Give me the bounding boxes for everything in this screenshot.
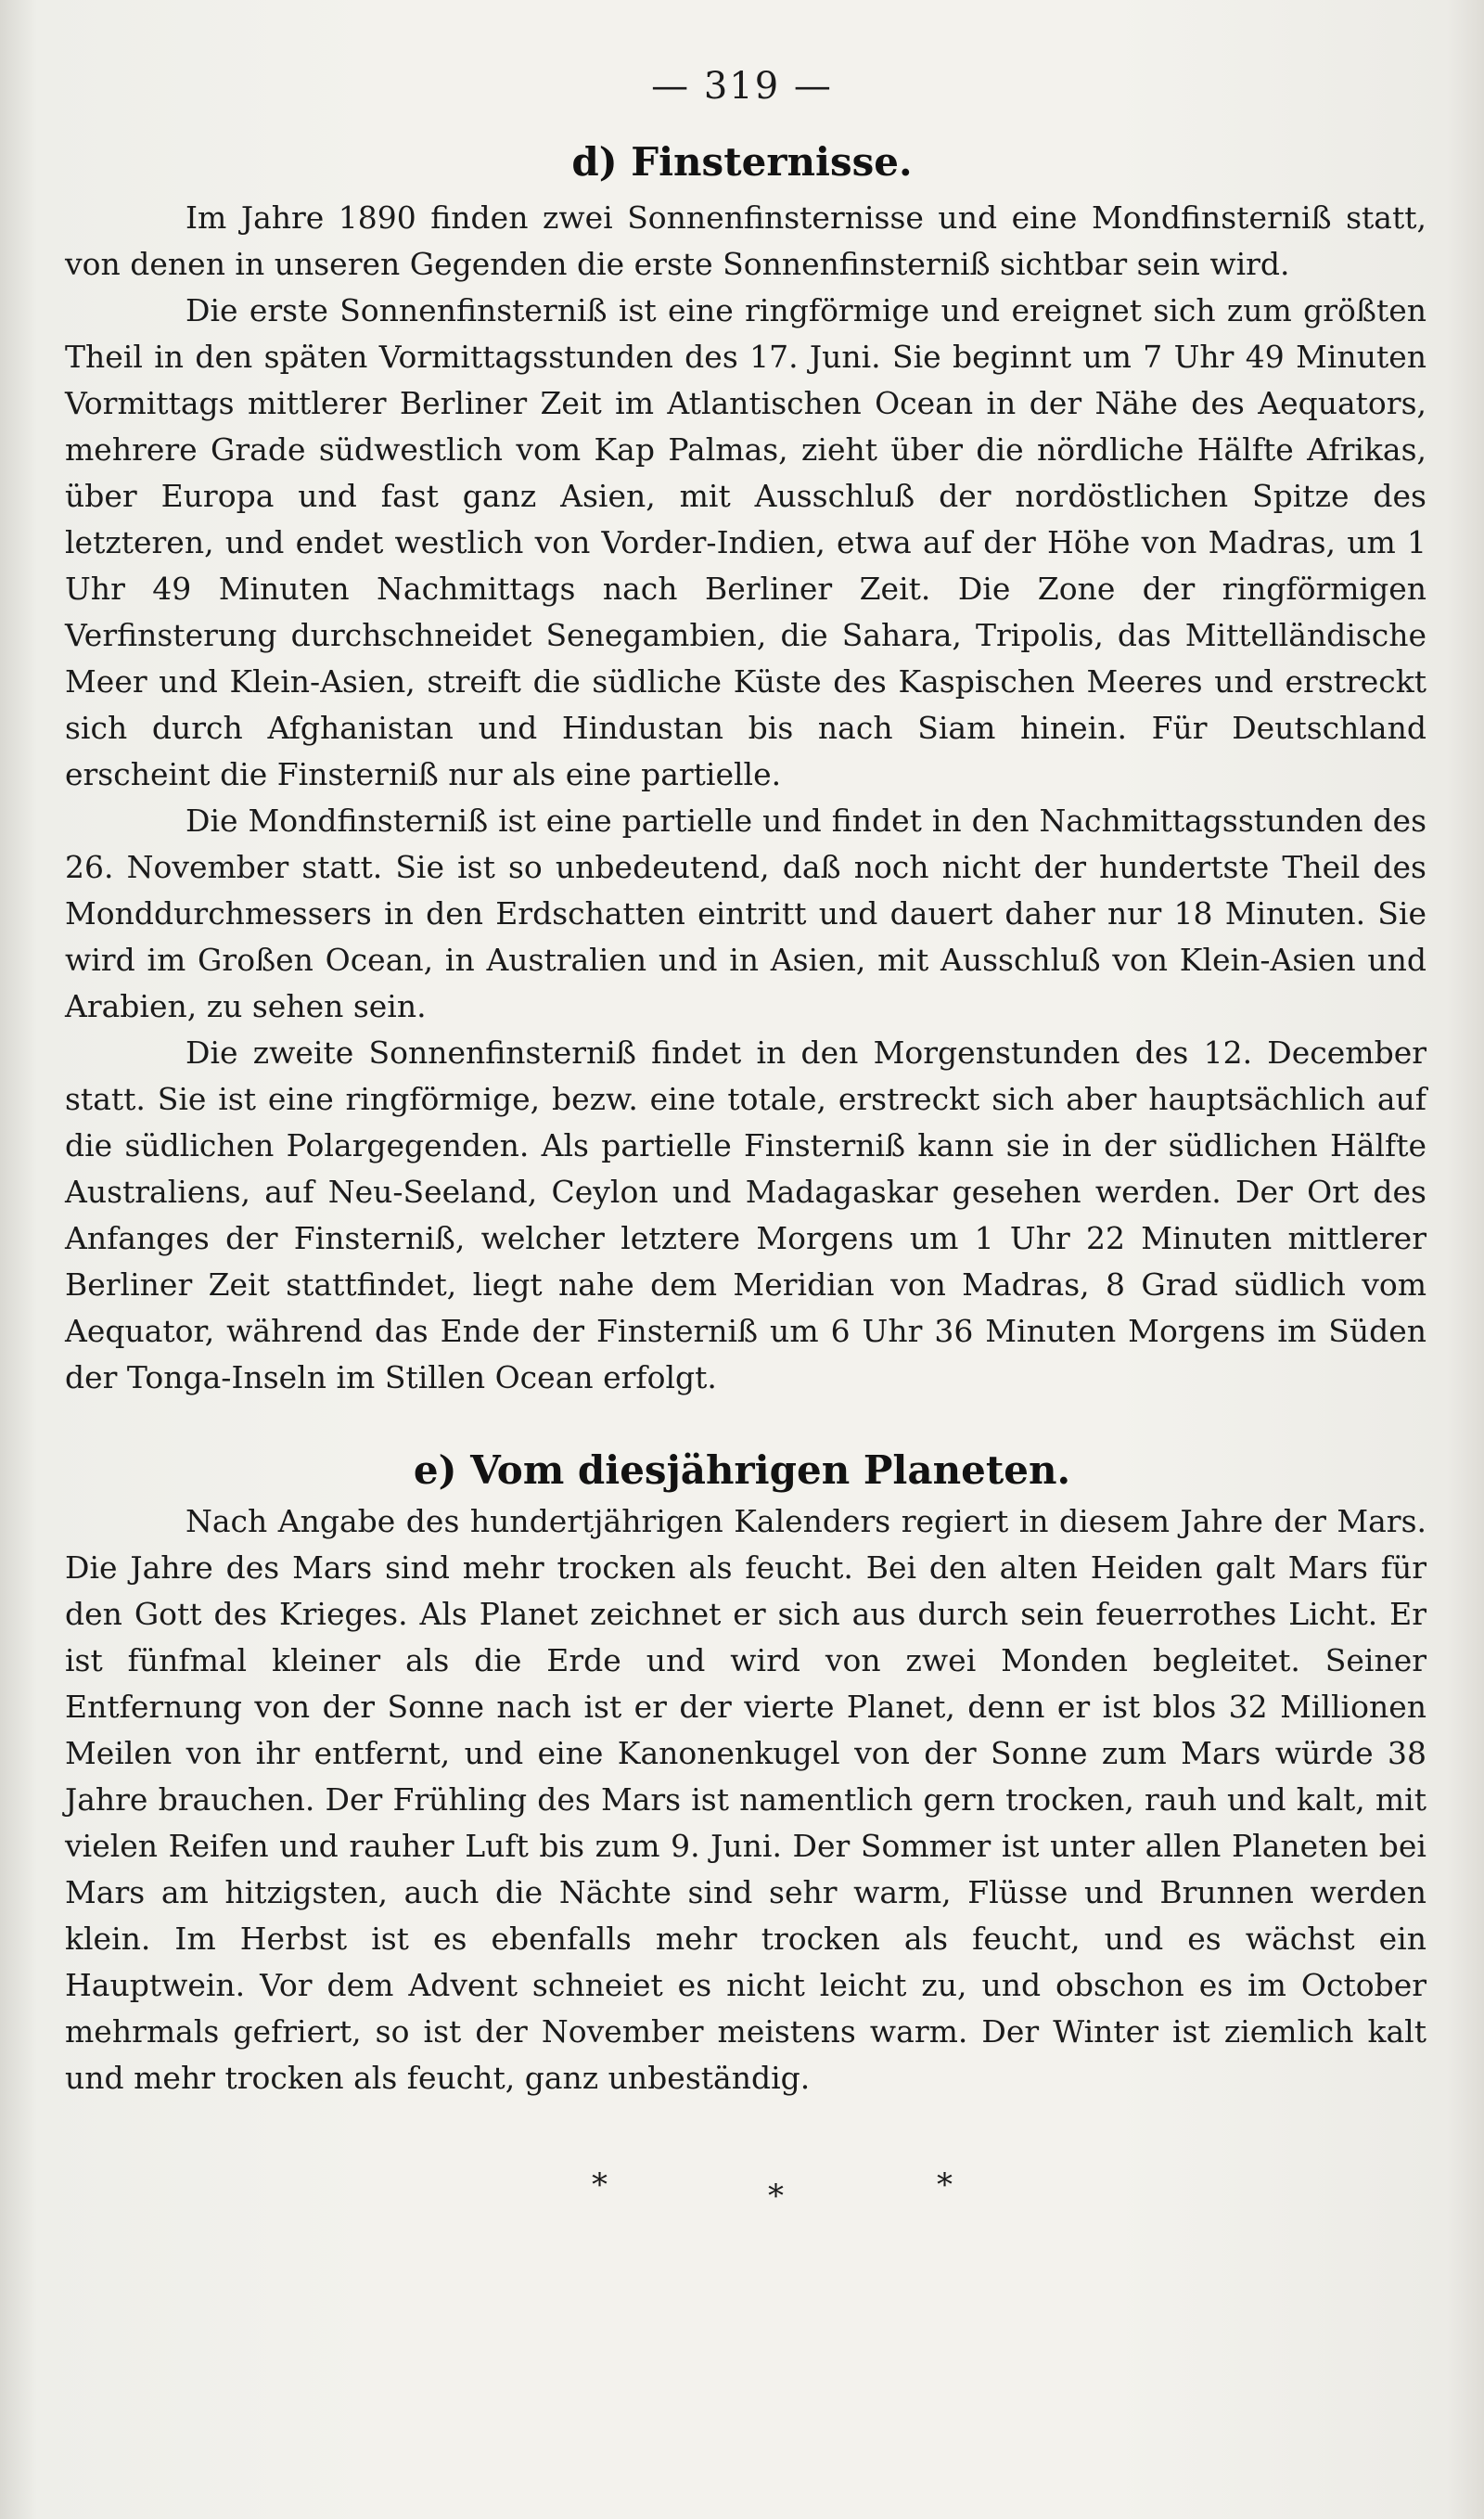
section-heading-planeten: e) Vom diesjährigen Planeten. — [413, 1447, 1071, 1493]
paragraph: Die erste Sonnenfinsterniß ist eine ringförmige und ereignet sich zum größten Theil in den späten Vormittagsstunden des 17. Juni. Sie beginnt um 7 Uhr 49 Minuten Vormittags mittlerer Berliner Zeit im Atlantischen Ocean in der Nähe des Aequators, mehrere Grade südwestlich vom Kap Palmas, zieht über die nördliche Hälfte Afrikas, über Europa und fast ganz Asien, mit Ausschluß der nordöstlichen Spitze des letzteren, und endet westlich von Vorder-Indien, etwa auf der Höhe von Madras, um 1 Uhr 49 Minuten Nachmittags nach Berliner Zeit. Die Zone der ringförmigen Verfinsterung durchschneidet Senegambien, die Sahara, Tripolis, das Mittelländische Meer und Klein-Asien, streift die südliche Küste des Kaspischen Meeres und erstreckt sich durch Afghanistan und Hindustan bis nach Siam hinein. Für Deutschland erscheint die Finsterniß nur als eine partielle. — [65, 292, 1426, 792]
paragraph: Nach Angabe des hundertjährigen Kalenders regiert in diesem Jahre der Mars. Die Jahre des Mars sind mehr trocken als feucht. Bei den alten Heiden galt Mars für den Gott des Krieges. Als Planet zeichnet er sich aus durch sein feuerrothes Licht. Er ist fünfmal kleiner als die Erde und wird von zwei Monden begleitet. Seiner Entfernung von der Sonne nach ist er der vierte Planet, denn er ist blos 32 Millionen Meilen von ihr entfernt, und eine Kanonenkugel von der Sonne zum Mars würde 38 Jahre brauchen. Der Frühling des Mars ist namentlich gern trocken, rauh und kalt, mit vielen Reifen und rauher Luft bis zum 9. Juni. Der Sommer ist unter allen Planeten bei Mars am hitzigsten, auch die Nächte sind sehr warm, Flüsse und Brunnen werden klein. Im Herbst ist es ebenfalls mehr trocken als feucht, und es wächst ein Hauptwein. Vor dem Advent schneiet es nicht leicht zu, und obschon es im October mehrmals gefriert, so ist der November meistens warm. Der Winter ist ziemlich kalt und mehr trocken als feucht, ganz unbeständig. — [65, 1503, 1426, 2096]
asterisk: * — [768, 2178, 784, 2215]
section-heading-finsternisse: d) Finsternisse. — [571, 139, 913, 185]
section-planeten — [65, 1498, 1426, 2101]
paragraph: Die Mondfinsterniß ist eine partielle und findet in den Nachmittagsstunden des 26. November statt. Sie ist so unbedeutend, daß noch nicht der hundertste Theil des Monddurchmessers in den Erdschatten eintritt und dauert daher nur 18 Minuten. Sie wird im Großen Ocean, in Australien und in Asien, mit Ausschluß von Klein-Asien und Arabien, zu sehen sein. — [65, 803, 1426, 1024]
section-finsternisse — [65, 195, 1426, 1401]
page-number: — 319 — — [651, 65, 833, 108]
paragraph: Die zweite Sonnenfinsterniß findet in den Morgenstunden des 12. December statt. Sie ist eine ringförmige, bezw. eine totale, erstreckt sich aber hauptsächlich auf die südlichen Polargegenden. Als partielle Finsterniß kann sie in der südlichen Hälfte Australiens, auf Neu-Seeland, Ceylon und Madagaskar gesehen werden. Der Ort des Anfanges der Finsterniß, welcher letztere Morgens um 1 Uhr 22 Minuten mittlerer Berliner Zeit stattfindet, liegt nahe dem Meridian von Madras, 8 Grad südlich vom Aequator, während das Ende der Finsterniß um 6 Uhr 36 Minuten Morgens im Süden der Tonga-Inseln im Stillen Ocean erfolgt. — [65, 1035, 1426, 1395]
paragraph: Im Jahre 1890 finden zwei Sonnenfinsternisse und eine Mondfinsterniß statt, von denen in unseren Gegenden die erste Sonnenfinsterniß sichtbar sein wird. — [65, 199, 1426, 282]
asterisk: * — [592, 2166, 608, 2204]
asterisk: * — [937, 2166, 953, 2204]
